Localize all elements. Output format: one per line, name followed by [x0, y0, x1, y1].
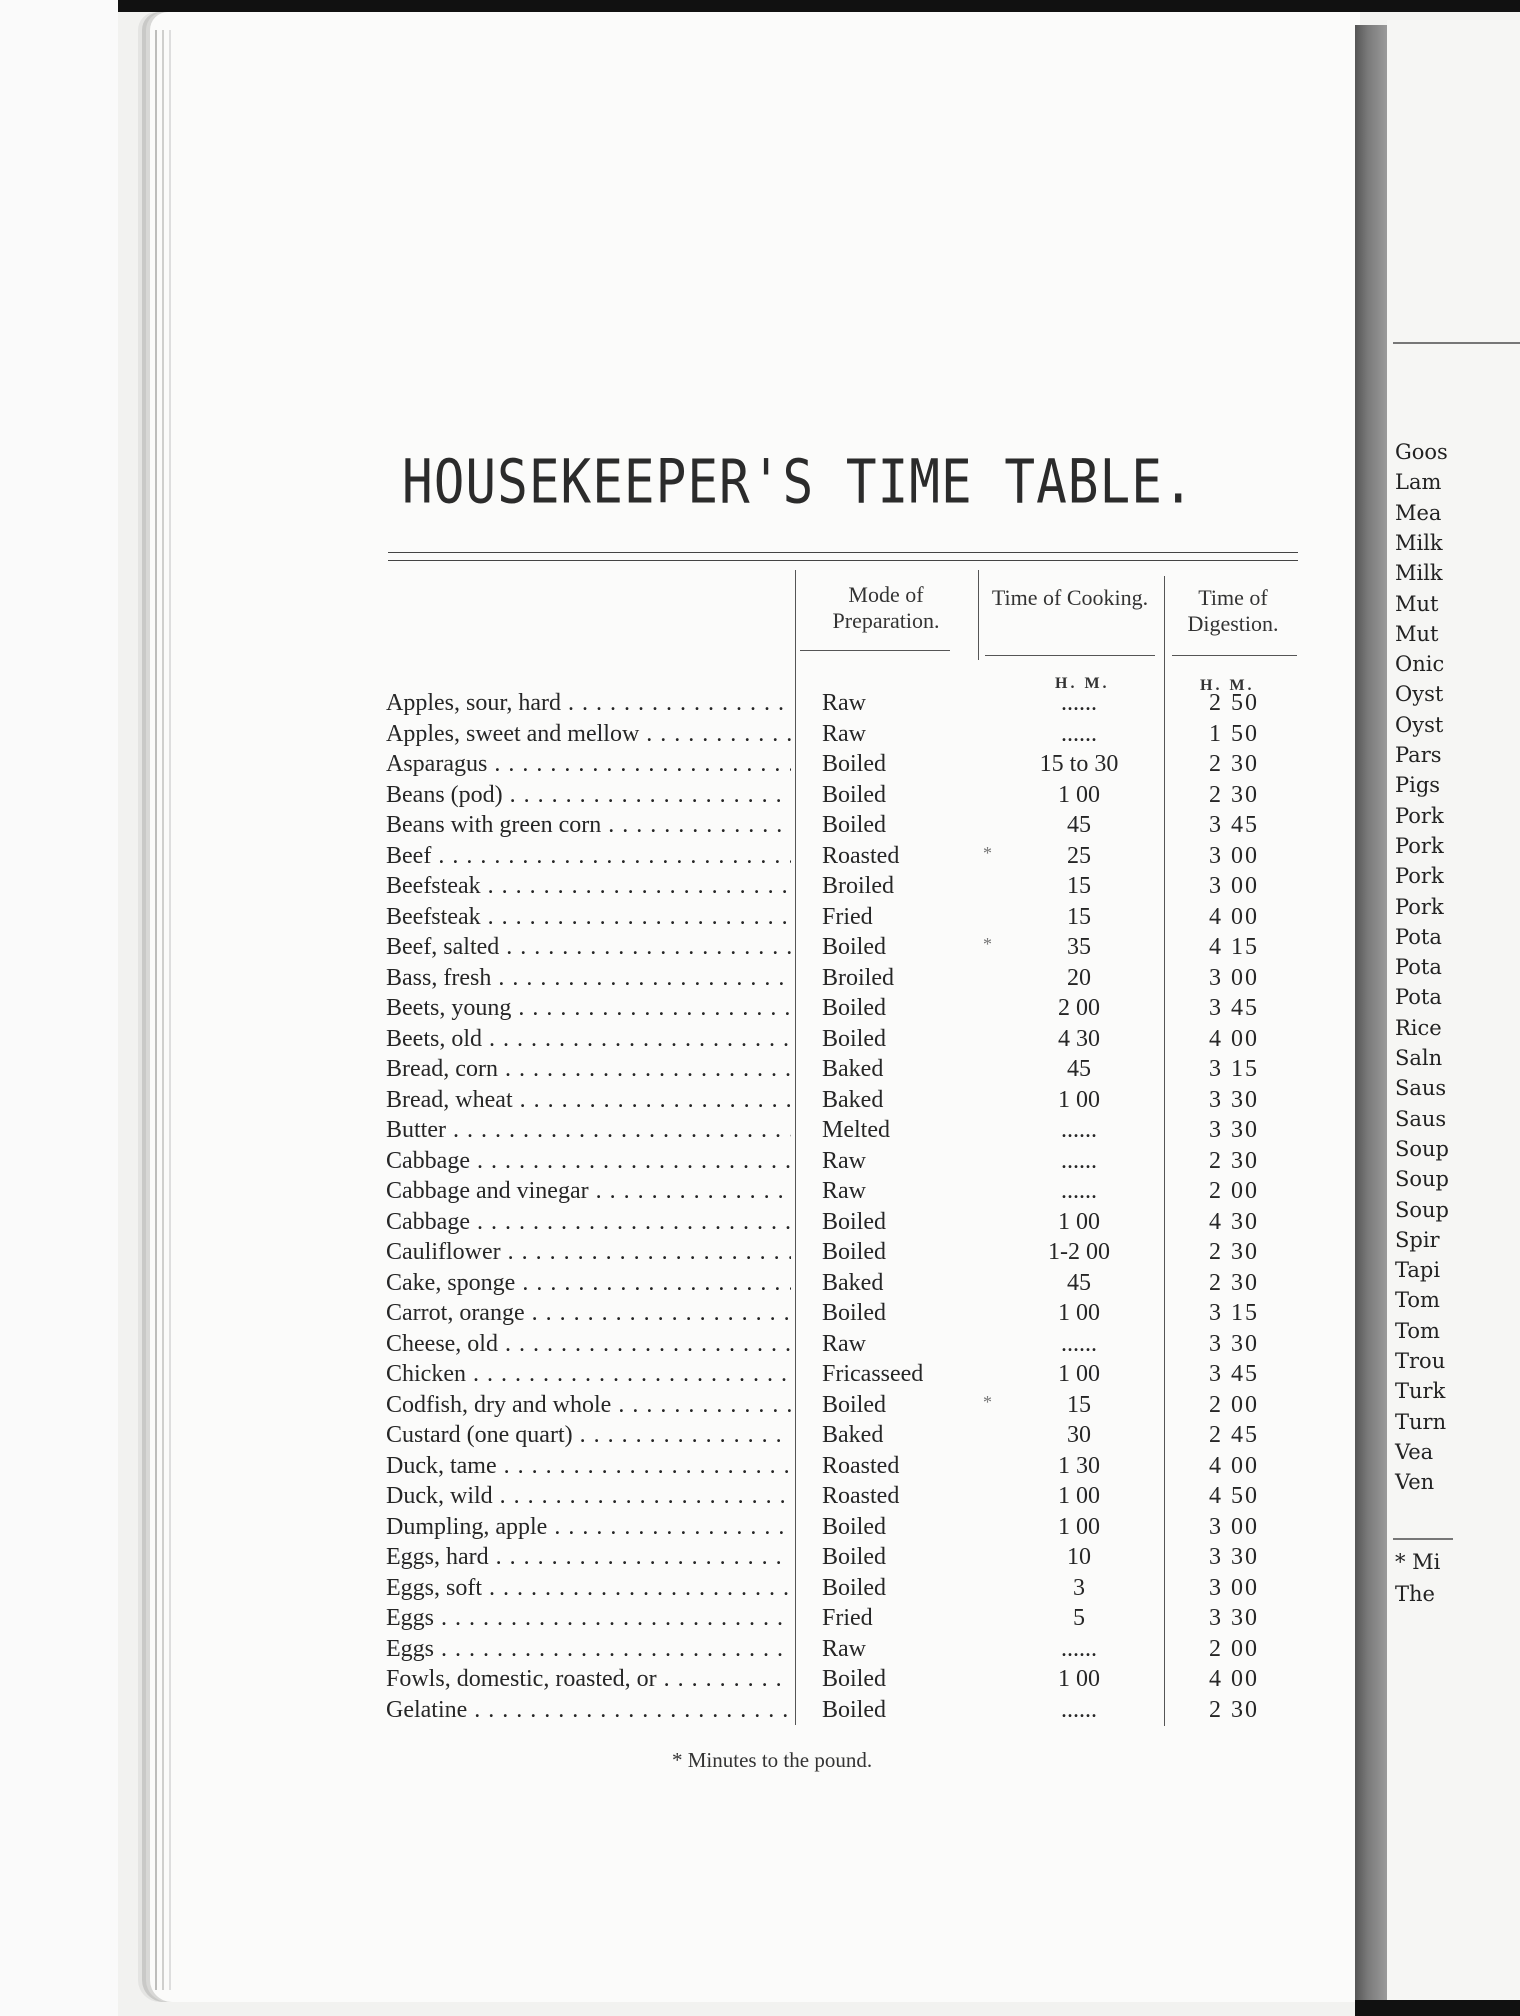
cooking-time-cell: 25	[1067, 842, 1091, 869]
food-cell: Beefsteak . . .	[386, 873, 791, 900]
mode-cell: Baked	[822, 1056, 884, 1082]
right-page-entry: Trou	[1395, 1349, 1446, 1373]
right-page-entry: Pars	[1395, 743, 1442, 767]
right-page-entry: Saus	[1395, 1106, 1447, 1131]
mode-cell: Boiled	[822, 812, 886, 838]
food-cell: Beef . . .	[386, 843, 791, 870]
food-cell: Eggs . . .	[386, 1636, 791, 1663]
cooking-time-cell: ......	[1061, 720, 1097, 747]
cooking-time-cell: 30	[1067, 1422, 1091, 1448]
food-cell: Eggs, soft . . .	[386, 1575, 791, 1602]
right-page-entry: Tom	[1395, 1288, 1440, 1313]
cooking-time-cell: 1 30	[1058, 1452, 1100, 1479]
mode-cell: Raw	[822, 1635, 866, 1662]
right-page-entry: Milk	[1395, 561, 1443, 586]
cook-header: Time of Cooking.	[991, 585, 1149, 610]
cooking-time-cell: 1 00	[1058, 1513, 1100, 1540]
food-cell: Cauliflower . . .	[386, 1239, 791, 1266]
right-page-entry: Mut	[1395, 621, 1439, 646]
food-cell: Eggs, hard . . .	[386, 1544, 791, 1571]
column-divider	[978, 570, 979, 660]
mode-header: Mode of Preparation.	[832, 582, 940, 633]
right-page-entry: Onic	[1395, 652, 1445, 677]
food-cell: Chicken . . .	[386, 1361, 791, 1388]
right-page-entry: Turk	[1395, 1379, 1446, 1404]
mode-cell: Boiled	[822, 1544, 886, 1570]
food-cell: Carrot, orange . . .	[386, 1300, 791, 1327]
page-title: HOUSEKEEPER'S TIME TABLE.	[402, 448, 1195, 518]
cooking-time-cell: ......	[1061, 1330, 1097, 1357]
column-divider	[795, 570, 796, 1725]
right-page-entry: Rice	[1395, 1015, 1442, 1040]
right-page-entry: Tom	[1395, 1318, 1440, 1343]
right-page-entry: Mut	[1395, 591, 1439, 616]
digestion-time-cell: 4 00	[1209, 1025, 1259, 1052]
right-page-rule	[1393, 342, 1520, 344]
food-cell: Gelatine . . .	[386, 1697, 791, 1724]
mode-cell: Roasted	[822, 1452, 900, 1479]
cooking-time-cell: ......	[1061, 690, 1097, 716]
food-cell: Cabbage . . .	[386, 1148, 791, 1175]
right-page-entry: Pigs	[1395, 773, 1441, 798]
digestion-time-cell: 4 00	[1209, 1452, 1259, 1479]
cooking-time-cell: 1 00	[1058, 1208, 1100, 1235]
food-cell: Codfish, dry and whole . . .	[386, 1392, 791, 1419]
digestion-time-cell: 2 30	[1209, 1147, 1259, 1174]
digestion-time-cell: 3 45	[1209, 812, 1259, 838]
cooking-time-cell: 1 00	[1058, 781, 1100, 808]
cooking-time-cell: ......	[1061, 1178, 1097, 1204]
mode-cell: Raw	[822, 720, 866, 747]
digestion-time-cell: 4 50	[1209, 1483, 1259, 1509]
digestion-time-cell: 3 15	[1209, 1300, 1259, 1326]
digestion-time-cell: 3 30	[1209, 1605, 1259, 1631]
mode-cell: Boiled	[822, 751, 886, 777]
digestion-time-cell: 3 45	[1209, 1361, 1259, 1387]
right-page-footnote: The	[1395, 1582, 1435, 1606]
right-page-entry: Tapi	[1395, 1258, 1441, 1283]
mode-cell: Boiled	[822, 1666, 886, 1692]
mode-cell: Baked	[822, 1269, 884, 1296]
mode-cell: Boiled	[822, 1513, 886, 1540]
mode-cell: Boiled	[822, 1391, 886, 1418]
cooking-time-cell: 45	[1067, 1056, 1091, 1082]
right-page-entry: Oyst	[1395, 682, 1444, 707]
food-cell: Bread, wheat . . .	[386, 1087, 791, 1114]
digestion-time-cell: 2 30	[1209, 751, 1259, 777]
cooking-time-cell: 1 00	[1058, 1483, 1100, 1509]
mode-cell: Roasted	[822, 842, 900, 869]
mode-cell: Raw	[822, 1330, 866, 1357]
scan-margin-left	[0, 0, 118, 2016]
digestion-time-cell: 3 30	[1209, 1086, 1259, 1113]
digestion-time-cell: 2 30	[1209, 1696, 1259, 1723]
digestion-time-cell: 3 00	[1209, 842, 1259, 869]
cooking-time-cell: 2 00	[1058, 995, 1100, 1021]
digestion-time-cell: 2 30	[1209, 781, 1259, 808]
cooking-time-cell: 3	[1073, 1574, 1085, 1601]
footnote-marker: *	[983, 1391, 992, 1412]
right-page-entry: Pota	[1395, 985, 1442, 1010]
footnote-marker: *	[983, 842, 992, 863]
food-cell: Fowls, domestic, roasted, or . . .	[386, 1666, 791, 1693]
food-cell: Bread, corn . . .	[386, 1056, 791, 1083]
right-page-entry: Pork	[1395, 864, 1444, 889]
digestion-time-cell: 1 50	[1209, 720, 1259, 747]
right-page-entry: Soup	[1395, 1136, 1449, 1161]
food-cell: Beefsteak . . .	[386, 904, 791, 931]
food-cell: Cheese, old . . .	[386, 1331, 791, 1358]
food-cell: Beans with green corn . . .	[386, 812, 791, 839]
cooking-time-cell: 4 30	[1058, 1025, 1100, 1052]
digestion-time-cell: 2 45	[1209, 1422, 1259, 1448]
digestion-time-cell: 3 00	[1209, 1513, 1259, 1540]
digestion-time-cell: 3 30	[1209, 1117, 1259, 1143]
food-cell: Custard (one quart) . . .	[386, 1422, 791, 1449]
cooking-time-cell: 15 to 30	[1039, 751, 1119, 777]
dig-header: Time of Digestion.	[1187, 585, 1279, 636]
right-page-entry: Goos	[1395, 440, 1448, 464]
mode-cell: Boiled	[822, 1239, 886, 1265]
title-rule	[388, 560, 1298, 561]
food-cell: Bass, fresh . . .	[386, 965, 791, 992]
cooking-time-cell: 1-2 00	[1048, 1239, 1110, 1265]
cooking-time-cell: ......	[1061, 1696, 1097, 1723]
digestion-time-cell: 3 00	[1209, 964, 1259, 991]
scan-border-bottom	[1355, 2000, 1520, 2016]
right-page-rule	[1393, 1538, 1453, 1540]
food-cell: Cabbage . . .	[386, 1209, 791, 1236]
mode-cell: Baked	[822, 1422, 884, 1448]
right-page-entry: Pork	[1395, 803, 1444, 828]
page-edge-line	[155, 30, 157, 1990]
mode-cell: Melted	[822, 1117, 890, 1143]
footnote: * Minutes to the pound.	[672, 1748, 873, 1772]
digestion-time-cell: 3 00	[1209, 873, 1259, 899]
header-rule	[1172, 655, 1297, 656]
mode-cell: Broiled	[822, 873, 894, 899]
digestion-time-cell: 3 30	[1209, 1330, 1259, 1357]
digestion-time-cell: 2 30	[1209, 1269, 1259, 1296]
mode-cell: Raw	[822, 1178, 866, 1204]
right-page-entry: Pork	[1395, 833, 1444, 858]
right-page-entry: Pota	[1395, 924, 1442, 949]
cooking-time-cell: 20	[1067, 964, 1091, 991]
book-gutter	[1355, 25, 1387, 2005]
food-cell: Beets, young . . .	[386, 995, 791, 1022]
cooking-time-cell: 15	[1067, 873, 1091, 899]
cooking-time-cell: ......	[1061, 1117, 1097, 1143]
cooking-time-cell: 1 00	[1058, 1666, 1100, 1692]
mode-cell: Fried	[822, 1605, 873, 1631]
footnote-marker: *	[983, 934, 992, 954]
mode-cell: Fried	[822, 903, 873, 930]
title-rule	[388, 552, 1298, 553]
food-cell: Duck, wild . . .	[386, 1483, 791, 1510]
food-cell: Duck, tame . . .	[386, 1453, 791, 1480]
cooking-time-cell: 15	[1067, 1391, 1091, 1418]
digestion-time-cell: 4 30	[1209, 1208, 1259, 1235]
right-page-entry: Saln	[1395, 1046, 1443, 1070]
cooking-time-cell: 15	[1067, 903, 1091, 930]
digestion-time-cell: 2 00	[1209, 1635, 1259, 1662]
cooking-time-cell: 1 00	[1058, 1300, 1100, 1326]
digestion-time-cell: 4 15	[1209, 934, 1259, 960]
food-cell: Dumpling, apple . . .	[386, 1514, 791, 1541]
right-page-entry: Milk	[1395, 530, 1443, 555]
cooking-time-cell: 45	[1067, 1269, 1091, 1296]
right-page-entry: Turn	[1395, 1409, 1447, 1434]
page-edge-line	[162, 30, 164, 1990]
mode-cell: Raw	[822, 690, 866, 716]
food-cell: Beans (pod) . . .	[386, 782, 791, 809]
digestion-time-cell: 4 00	[1209, 1666, 1259, 1692]
mode-cell: Boiled	[822, 1696, 886, 1723]
mode-cell: Broiled	[822, 964, 894, 991]
mode-cell: Raw	[822, 1147, 866, 1174]
food-cell: Apples, sour, hard . . .	[386, 690, 791, 717]
mode-cell: Fricasseed	[822, 1361, 924, 1387]
right-page-entry: Mea	[1395, 500, 1442, 525]
header-rule	[985, 655, 1155, 656]
right-page-entry: Saus	[1395, 1076, 1447, 1101]
digestion-time-cell: 3 45	[1209, 995, 1259, 1021]
cook-units: H. M.	[1055, 675, 1110, 692]
right-page-entry: Soup	[1395, 1167, 1449, 1192]
food-cell: Cake, sponge . . .	[386, 1270, 791, 1297]
right-page-entry: Lam	[1395, 470, 1442, 495]
header-rule	[800, 650, 950, 651]
food-cell: Eggs . . .	[386, 1605, 791, 1632]
digestion-time-cell: 3 15	[1209, 1056, 1259, 1082]
right-page-entry: Oyst	[1395, 712, 1444, 737]
food-cell: Apples, sweet and mellow . . .	[386, 721, 791, 748]
cooking-time-cell: 45	[1067, 812, 1091, 838]
right-page-entry: Ven	[1395, 1470, 1435, 1495]
mode-cell: Boiled	[822, 1208, 886, 1235]
cooking-time-cell: 5	[1073, 1605, 1085, 1631]
dig-units: H. M.	[1200, 677, 1255, 694]
mode-cell: Baked	[822, 1086, 884, 1113]
mode-cell: Boiled	[822, 781, 886, 808]
mode-cell: Boiled	[822, 1025, 886, 1052]
mode-cell: Boiled	[822, 1574, 886, 1601]
mode-cell: Roasted	[822, 1483, 900, 1509]
digestion-time-cell: 2 50	[1209, 690, 1259, 716]
mode-cell: Boiled	[822, 934, 886, 960]
food-cell: Beets, old . . .	[386, 1026, 791, 1053]
right-page-entry: Spir	[1395, 1227, 1440, 1252]
food-cell: Butter . . .	[386, 1117, 791, 1144]
right-page-entry: Soup	[1395, 1197, 1449, 1222]
food-cell: Cabbage and vinegar . . .	[386, 1178, 791, 1205]
cooking-time-cell: ......	[1061, 1635, 1097, 1662]
right-page-entry: Pork	[1395, 894, 1444, 919]
digestion-time-cell: 2 00	[1209, 1178, 1259, 1204]
digestion-time-cell: 3 30	[1209, 1544, 1259, 1570]
cooking-time-cell: 1 00	[1058, 1086, 1100, 1113]
cooking-time-cell: 35	[1067, 934, 1091, 960]
digestion-time-cell: 3 00	[1209, 1574, 1259, 1601]
right-page-entry: Vea	[1395, 1439, 1434, 1464]
right-page-entry: Pota	[1395, 955, 1442, 980]
cooking-time-cell: 10	[1067, 1544, 1091, 1570]
digestion-time-cell: 4 00	[1209, 903, 1259, 930]
column-divider	[1164, 576, 1165, 1726]
digestion-time-cell: 2 00	[1209, 1391, 1259, 1418]
cooking-time-cell: ......	[1061, 1147, 1097, 1174]
scan-border-top	[0, 0, 1520, 12]
digestion-time-cell: 2 30	[1209, 1239, 1259, 1265]
right-page-footnote: * Mi	[1395, 1550, 1441, 1574]
food-cell: Beef, salted . . .	[386, 934, 791, 961]
food-cell: Asparagus . . .	[386, 751, 791, 778]
cooking-time-cell: 1 00	[1058, 1361, 1100, 1387]
mode-cell: Boiled	[822, 1300, 886, 1326]
mode-cell: Boiled	[822, 995, 886, 1021]
page-edge-line	[169, 30, 171, 1990]
